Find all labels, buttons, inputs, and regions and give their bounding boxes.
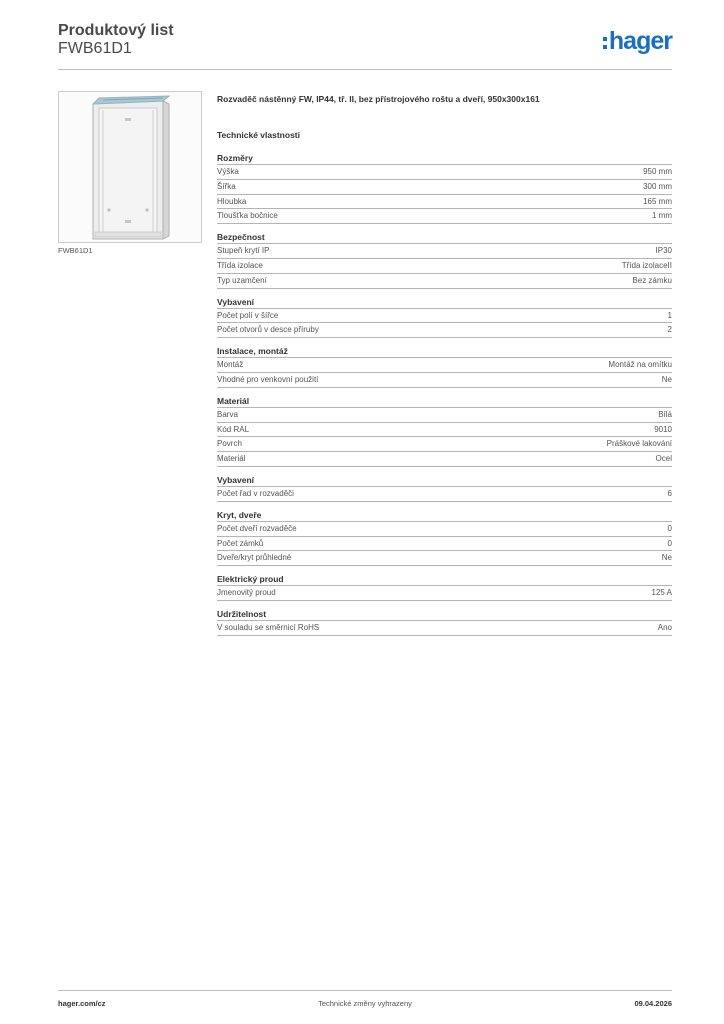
spec-value: 950 mm (643, 167, 672, 176)
spec-row (217, 259, 672, 274)
spec-row (217, 551, 672, 566)
spec-label: Hloubka (217, 196, 247, 206)
product-image (58, 91, 202, 243)
footer-date: 09.04.2026 (634, 999, 672, 1008)
footer-website: hager.com/cz (58, 999, 106, 1008)
spec-label: Materiál (217, 454, 246, 464)
spec-row (217, 274, 672, 289)
spec-section (217, 474, 672, 502)
spec-value: Ano (657, 622, 672, 632)
spec-row (217, 358, 672, 373)
spec-value: Třída izolaceII (621, 260, 672, 270)
spec-row (217, 437, 672, 452)
spec-section (217, 509, 672, 566)
spec-row (217, 373, 672, 388)
spec-label: Třída izolace (217, 260, 263, 270)
spec-row (217, 209, 672, 224)
spec-row (217, 537, 672, 552)
spec-section (217, 608, 672, 636)
spec-label: Vhodné pro venkovní použití (217, 374, 319, 384)
section-title: Udržitelnost (217, 608, 672, 621)
spec-label: Tloušťka bočnice (217, 211, 278, 221)
spec-label: Jmenovitý proud (217, 588, 276, 598)
section-title: Kryt, dveře (217, 509, 672, 522)
spec-section (217, 231, 672, 288)
spec-label: Počet polí v šířce (217, 310, 279, 320)
section-title: Bezpečnost (217, 231, 672, 244)
spec-value: 300 mm (643, 181, 672, 191)
spec-label: Počet dveří rozvaděče (217, 523, 297, 533)
section-title: Elektrický proud (217, 573, 672, 586)
spec-row (217, 323, 672, 338)
spec-row (217, 586, 672, 601)
page-footer (58, 990, 672, 1012)
spec-label: Barva (217, 409, 238, 419)
spec-row (217, 408, 672, 423)
spec-value: 9010 (654, 424, 672, 434)
spec-value: Montáž na omítku (608, 360, 672, 370)
spec-label: Počet zámků (217, 538, 264, 548)
spec-label: Stupeň krytí IP (217, 246, 270, 256)
spec-row (217, 423, 672, 438)
section-title: Rozměry (217, 152, 672, 165)
image-caption: FWB61D1 (58, 246, 93, 255)
specification-sections (217, 152, 672, 636)
section-title: Vybavení (217, 296, 672, 309)
spec-value: 2 (667, 325, 672, 335)
product-description: Rozvaděč nástěnný FW, IP44, tř. II, bez přístrojového roštu a dveří, 950x300x161 (217, 94, 540, 104)
spec-row (217, 487, 672, 502)
spec-label: Montáž (217, 360, 244, 370)
spec-value: Bílá (658, 409, 672, 419)
spec-value: 0 (667, 538, 672, 548)
spec-value: Ne (661, 553, 672, 563)
section-title: Materiál (217, 395, 672, 408)
spec-section (217, 345, 672, 388)
spec-value: 165 mm (643, 196, 672, 206)
spec-label: Kód RAL (217, 424, 250, 434)
spec-section (217, 573, 672, 601)
spec-label: Počet řad v rozvaděči (217, 488, 294, 498)
product-code: FWB61D1 (58, 40, 132, 57)
spec-row (217, 309, 672, 324)
spec-value: 1 (667, 310, 672, 320)
logo-text: hager (608, 26, 672, 55)
spec-value: IP30 (655, 246, 672, 256)
spec-value: 6 (667, 488, 672, 498)
hager-logo (603, 26, 672, 56)
logo-dots-icon (603, 37, 607, 49)
spec-value: 1 mm (652, 211, 672, 221)
spec-section (217, 152, 672, 224)
spec-label: Výška (217, 167, 239, 176)
spec-value: Ne (661, 374, 672, 384)
spec-row (217, 621, 672, 636)
spec-row (217, 165, 672, 180)
spec-value: Práškové lakování (606, 439, 672, 449)
spec-value: 0 (667, 523, 672, 533)
spec-value: Ocel (655, 454, 672, 464)
spec-label: Dveře/kryt průhledné (217, 553, 292, 563)
spec-label: Šířka (217, 181, 236, 191)
spec-label: Povrch (217, 439, 242, 449)
footer-notice: Technické změny vyhrazeny (318, 999, 412, 1008)
spec-label: V souladu se směrnicí RoHS (217, 622, 320, 632)
spec-section (217, 296, 672, 339)
document-title: Produktový list (58, 22, 174, 39)
spec-section (217, 395, 672, 467)
page-header (58, 20, 672, 70)
spec-value: Bez zámku (632, 275, 672, 285)
section-title: Vybavení (217, 474, 672, 487)
technical-properties-heading: Technické vlastnosti (217, 130, 300, 140)
spec-value: 125 A (651, 588, 672, 598)
spec-label: Typ uzamčení (217, 275, 267, 285)
spec-row (217, 180, 672, 195)
section-title: Instalace, montáž (217, 345, 672, 358)
spec-row (217, 244, 672, 259)
enclosure-illustration (59, 92, 201, 242)
spec-label: Počet otvorů v desce příruby (217, 325, 319, 335)
spec-row (217, 522, 672, 537)
spec-row (217, 195, 672, 210)
spec-row (217, 452, 672, 467)
specification-content (217, 94, 672, 643)
